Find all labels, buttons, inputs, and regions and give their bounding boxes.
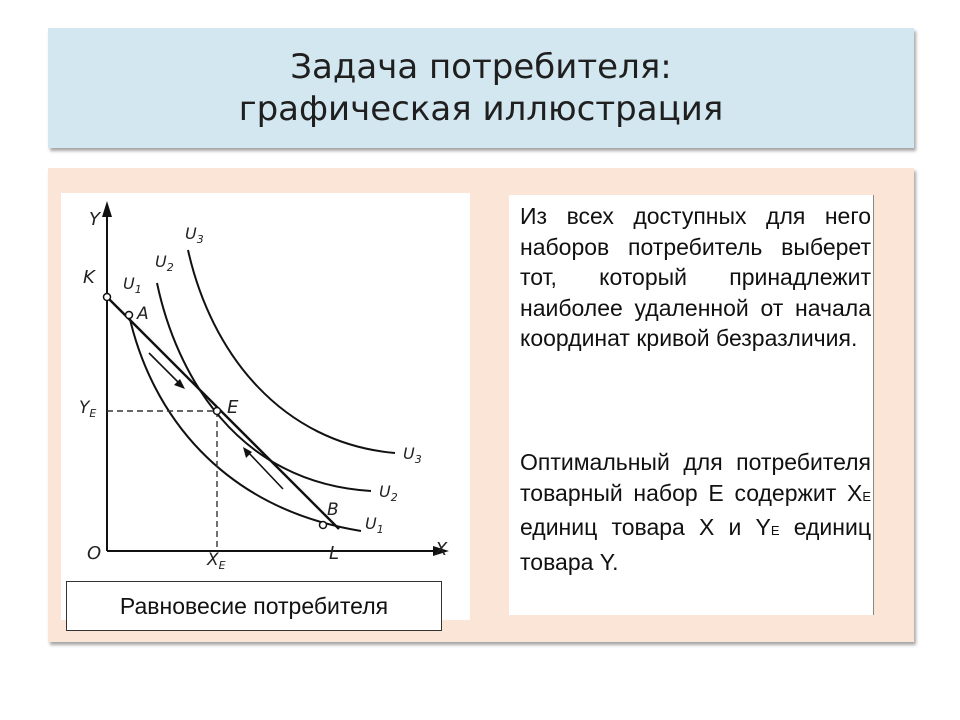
arrow-down-line bbox=[149, 353, 181, 385]
indifference-curve-u2 bbox=[157, 283, 371, 491]
u2-top-label bbox=[155, 252, 174, 274]
explanation-paragraph-2 bbox=[520, 447, 871, 577]
u3-right-label bbox=[403, 444, 422, 466]
u2-right-sub: 2 bbox=[390, 491, 398, 504]
indifference-curve-u3 bbox=[188, 250, 395, 453]
u2-right-label bbox=[379, 482, 398, 504]
point-k bbox=[104, 294, 111, 301]
consumer-equilibrium-figure bbox=[61, 193, 470, 620]
point-b bbox=[320, 522, 327, 529]
explanation-panel bbox=[509, 195, 874, 615]
point-e bbox=[214, 408, 221, 415]
point-k-label: K bbox=[83, 267, 95, 288]
explanation-paragraph-1: Из всех доступных для него наборов потребитель выберет тот, который принадлежит наиболее удаленной от начала координат кривой безразличия. bbox=[520, 203, 871, 351]
xe-label-main: X bbox=[207, 550, 219, 570]
u2-top-main: U bbox=[155, 252, 167, 271]
p2-text-1: Оптимальный для потребителя товарный набор E содержит X bbox=[520, 449, 871, 506]
slide-title-box bbox=[48, 28, 914, 148]
u3-top-sub: 3 bbox=[196, 233, 204, 246]
u1-right-sub: 1 bbox=[376, 523, 384, 536]
u1-top-sub: 1 bbox=[134, 283, 142, 296]
ye-label bbox=[79, 398, 96, 420]
arrow-up-head bbox=[243, 447, 252, 458]
y-axis-arrow bbox=[102, 201, 112, 217]
point-a-label: A bbox=[137, 304, 149, 324]
point-b-label: B bbox=[327, 500, 339, 520]
u3-right-main: U bbox=[403, 444, 415, 463]
origin-label: O bbox=[87, 543, 102, 564]
p2-sub-2: E bbox=[770, 523, 780, 538]
p2-text-2: единиц товара X и Y bbox=[520, 514, 771, 540]
equilibrium-diagram bbox=[61, 193, 470, 620]
slide-title-line-2: графическая иллюстрация bbox=[238, 89, 724, 129]
point-e-label: E bbox=[227, 397, 239, 418]
budget-line bbox=[107, 297, 339, 529]
ye-label-sub: E bbox=[89, 407, 97, 420]
point-a bbox=[126, 312, 133, 319]
point-l-label: L bbox=[329, 543, 340, 564]
p2-sub-1: E bbox=[862, 488, 871, 504]
u2-right-main: U bbox=[379, 482, 391, 501]
u1-top-main: U bbox=[123, 274, 135, 293]
u1-top-label bbox=[123, 274, 142, 296]
u3-right-sub: 3 bbox=[414, 453, 422, 466]
y-axis-label: Y bbox=[89, 209, 100, 230]
u1-right-main: U bbox=[365, 514, 377, 533]
u2-top-sub: 2 bbox=[166, 261, 174, 274]
p2-text-3: единиц товара Y. bbox=[520, 514, 871, 575]
u3-top-label bbox=[185, 224, 204, 246]
ye-label-main: Y bbox=[79, 398, 90, 418]
indifference-curve-u1 bbox=[129, 315, 361, 531]
x-axis-label: X bbox=[435, 539, 448, 560]
u3-top-main: U bbox=[185, 224, 197, 243]
u1-right-label bbox=[365, 514, 384, 536]
figure-caption: Равновесие потребителя bbox=[66, 581, 442, 631]
xe-label-sub: E bbox=[218, 559, 226, 572]
slide-title-line-1: Задача потребителя: bbox=[290, 46, 672, 87]
xe-label bbox=[206, 550, 226, 572]
